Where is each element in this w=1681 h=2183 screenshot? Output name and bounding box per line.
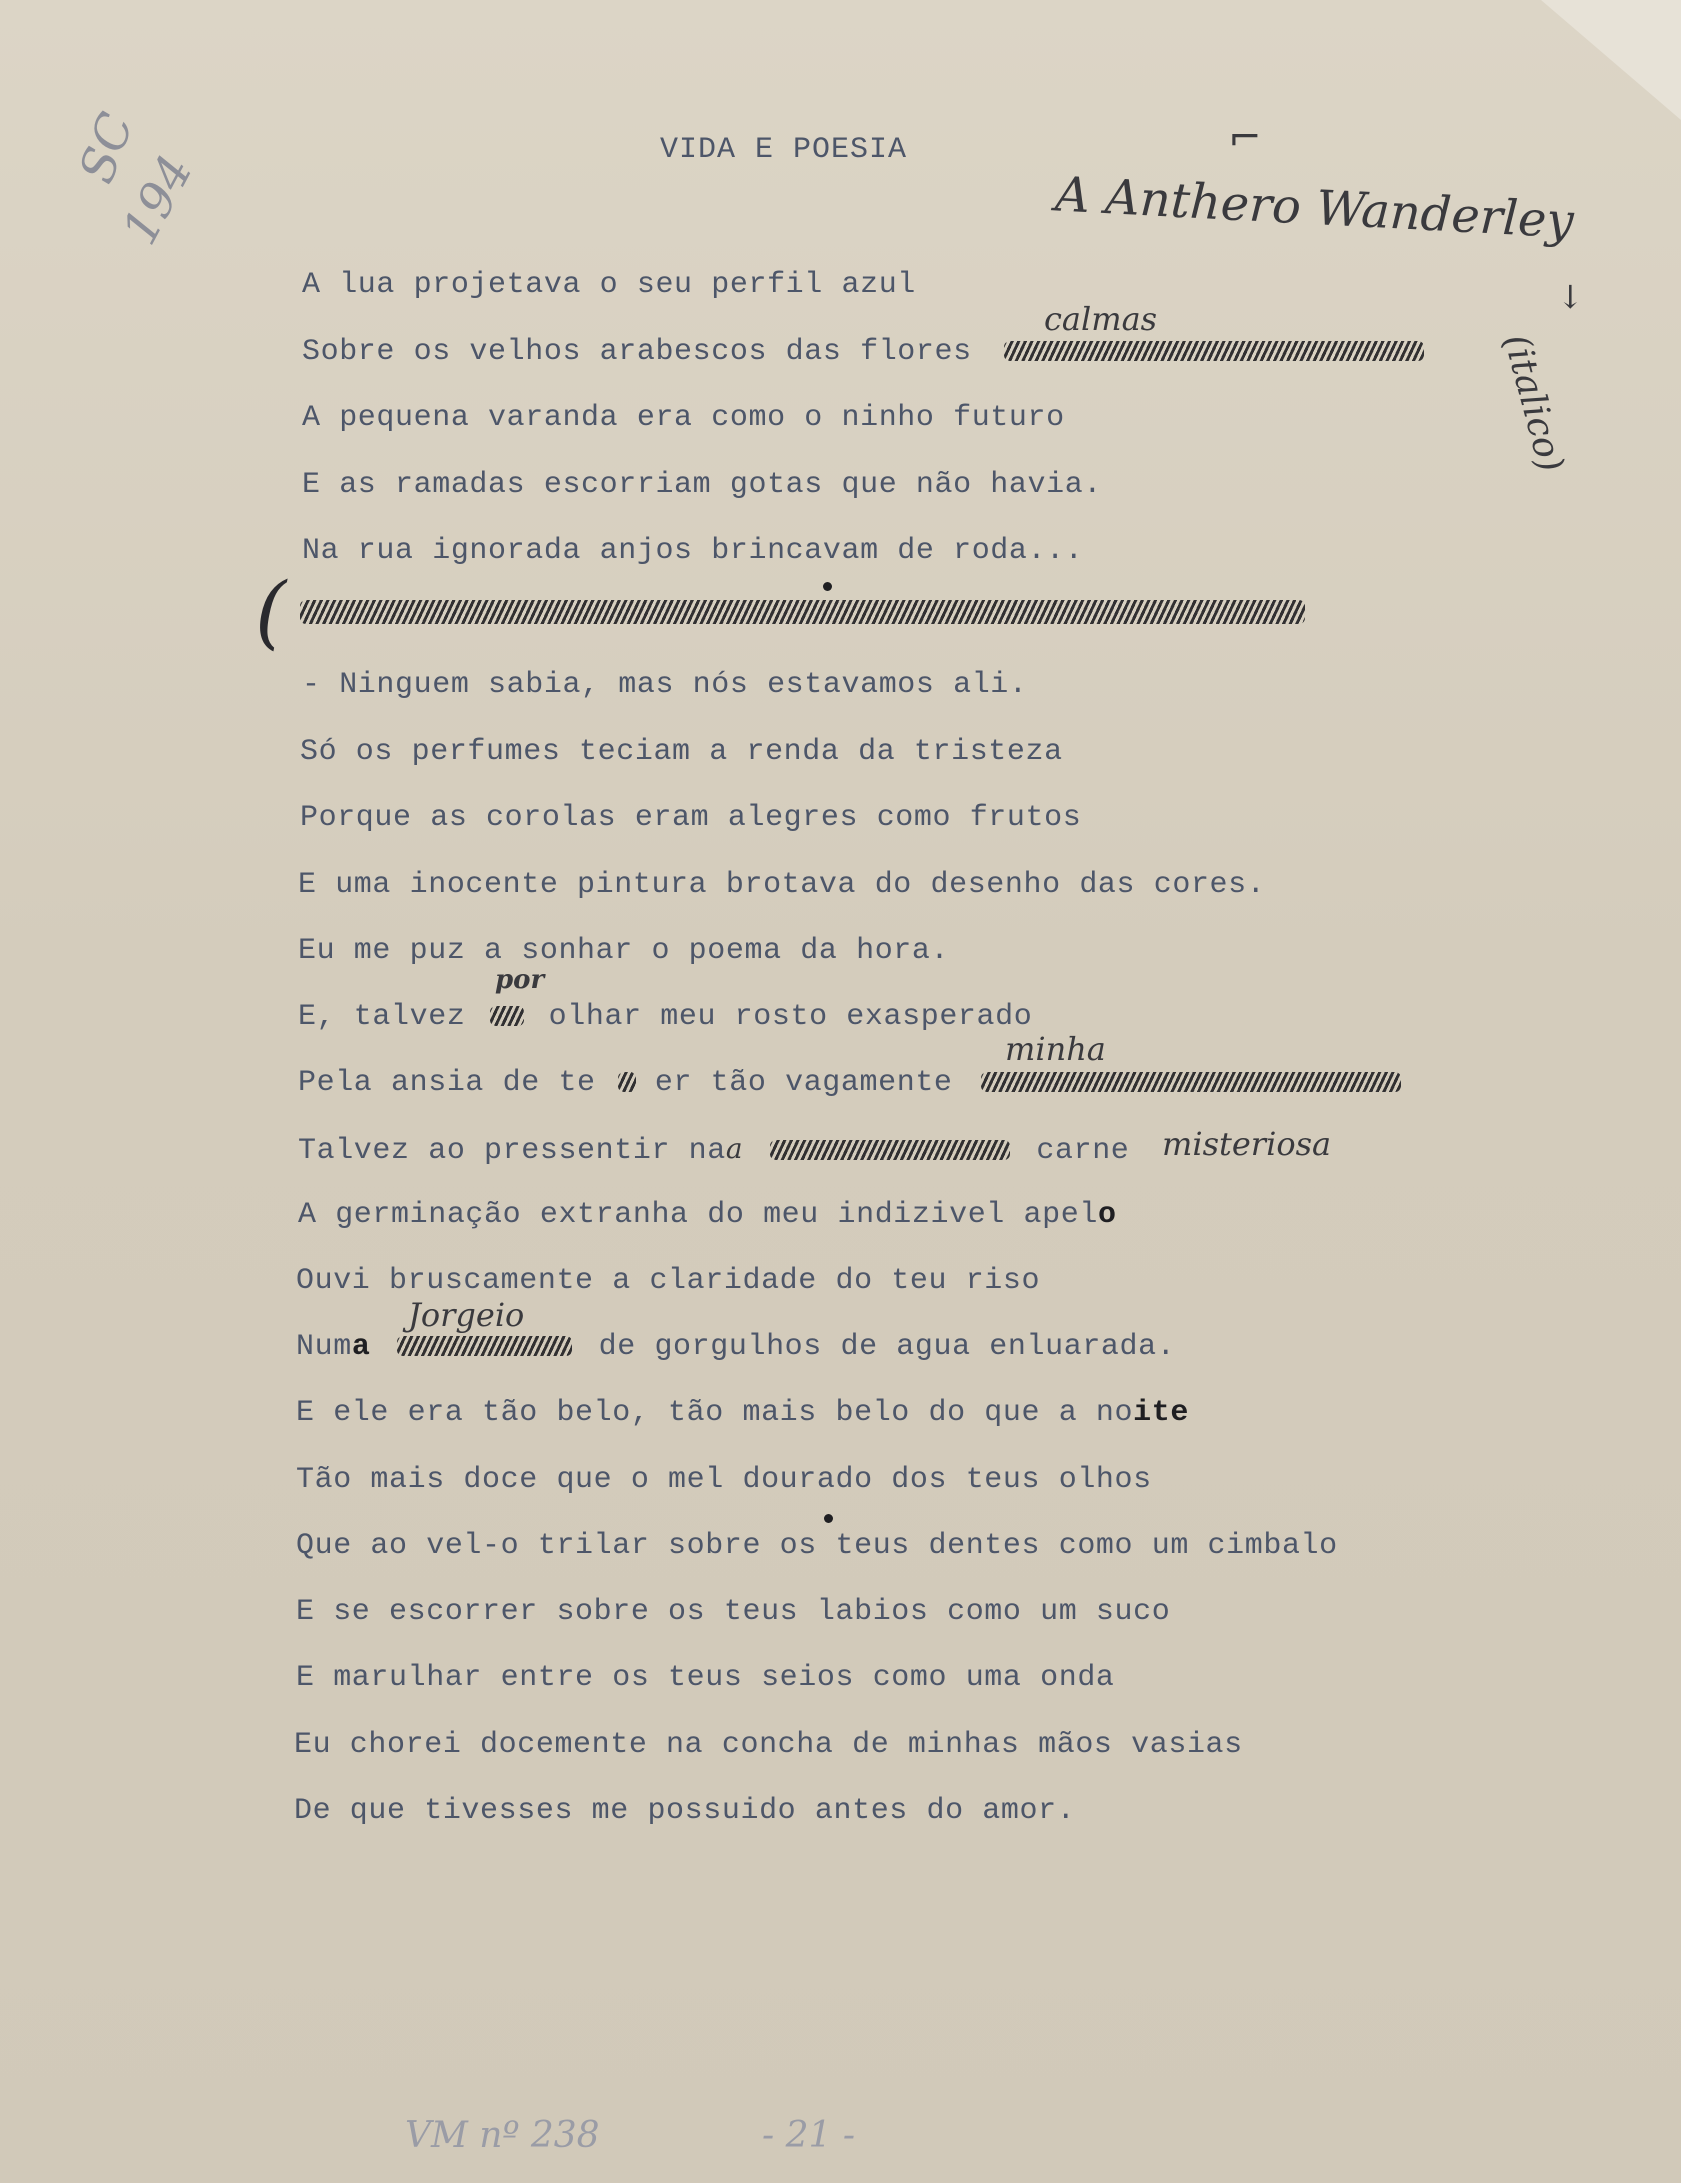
poem-line-17-a: a bbox=[351, 1330, 371, 1364]
poem-line-7: - Ninguem sabia, mas nós estavamos ali. bbox=[302, 668, 1028, 702]
poem-line-12 bbox=[298, 1000, 1032, 1034]
poem-line-15-end: o bbox=[1097, 1198, 1117, 1232]
ink-dot bbox=[823, 582, 832, 591]
poem-line-3: A pequena varanda era como o ninho futuro bbox=[302, 401, 1065, 435]
pencil-note-194: 194 bbox=[111, 146, 205, 254]
struck-line bbox=[300, 600, 1305, 624]
footer-pencil-ref: VM nº 238 bbox=[405, 2115, 600, 2156]
dedication: A Anthero Wanderley bbox=[1053, 166, 1575, 250]
struck-words bbox=[1004, 341, 1424, 361]
poem-line-2 bbox=[302, 335, 1424, 369]
struck-line-scribble bbox=[300, 600, 1305, 624]
poem-line-13 bbox=[298, 1066, 1401, 1100]
struck-words-13 bbox=[981, 1072, 1401, 1092]
struck-word-12 bbox=[490, 1006, 524, 1026]
poem-line-24: De que tivesses me possuido antes do amor. bbox=[294, 1794, 1076, 1828]
poem-line-14-start: Talvez ao pressentir na bbox=[298, 1134, 726, 1168]
struck-words-14 bbox=[770, 1140, 1010, 1160]
italic-note: (italico) bbox=[1495, 330, 1572, 477]
poem-line-19: Tão mais doce que o mel dourado dos teus olhos bbox=[296, 1463, 1152, 1497]
poem-line-8: Só os perfumes teciam a renda da tristeza bbox=[300, 735, 1063, 769]
poem-line-18 bbox=[296, 1396, 1189, 1430]
poem-line-14-carne: carne bbox=[1036, 1134, 1130, 1168]
poem-line-20: Que ao vel-o trilar sobre os teus dentes como um cimbalo bbox=[296, 1529, 1338, 1563]
poem-line-17-end: de gorgulhos de agua enluarada. bbox=[598, 1330, 1176, 1364]
poem-line-1: A lua projetava o seu perfil azul bbox=[302, 268, 916, 302]
poem-line-18-text: E ele era tão belo, tão mais belo do que a no bbox=[296, 1396, 1134, 1430]
correction-por: por bbox=[495, 965, 545, 995]
poem-line-18-end: ite bbox=[1133, 1396, 1189, 1430]
poem-line-13-start: Pela ansia de te bbox=[298, 1066, 596, 1100]
poem-line-15 bbox=[298, 1198, 1117, 1232]
pencil-note-sc: SC bbox=[68, 105, 146, 191]
poem-line-23: Eu chorei docemente na concha de minhas mãos vasias bbox=[294, 1728, 1243, 1762]
margin-bracket: ( bbox=[255, 565, 287, 658]
correction-misteriosa: misteriosa bbox=[1162, 1125, 1332, 1163]
poem-line-10: E uma inocente pintura brotava do desenho das cores. bbox=[298, 868, 1266, 902]
poem-line-17 bbox=[296, 1330, 1175, 1364]
poem-line-5: Na rua ignorada anjos brincavam de roda... bbox=[302, 534, 1084, 568]
poem-line-21: E se escorrer sobre os teus labios como um suco bbox=[296, 1595, 1171, 1629]
poem-line-16: Ouvi bruscamente a claridade do teu riso bbox=[296, 1264, 1041, 1298]
poem-line-2-text: Sobre os velhos arabescos das flores bbox=[302, 335, 972, 369]
correction-minha: minha bbox=[1005, 1030, 1106, 1068]
page-number: - 21 - bbox=[762, 2115, 856, 2156]
struck-letter-13 bbox=[618, 1072, 636, 1092]
arrow-mark: ↓ bbox=[1557, 278, 1584, 316]
correction-jorgeio: Jorgeio bbox=[408, 1296, 525, 1334]
poem-line-9: Porque as corolas eram alegres como frutos bbox=[300, 801, 1082, 835]
poem-line-4: E as ramadas escorriam gotas que não havia. bbox=[302, 468, 1102, 502]
poem-line-12-start: E, talvez bbox=[298, 1000, 466, 1034]
poem-line-13-mid: er tão vagamente bbox=[654, 1066, 953, 1100]
poem-line-17-start: Num bbox=[296, 1330, 352, 1364]
ink-dot-2 bbox=[824, 1514, 833, 1523]
insert-a: a bbox=[725, 1132, 744, 1165]
poem-line-15-text: A germinação extranha do meu indizivel apel bbox=[298, 1198, 1098, 1232]
poem-title: VIDA E POESIA bbox=[660, 133, 908, 167]
correction-calmas: calmas bbox=[1044, 300, 1158, 338]
struck-word-17 bbox=[397, 1336, 572, 1356]
poem-line-14 bbox=[298, 1132, 1129, 1168]
poem-line-22: E marulhar entre os teus seios como uma onda bbox=[296, 1661, 1115, 1695]
folded-corner bbox=[1541, 0, 1681, 120]
caret-mark: ⌐ bbox=[1228, 115, 1262, 161]
poem-line-11: Eu me puz a sonhar o poema da hora. bbox=[298, 934, 950, 968]
poem-line-12-end: olhar meu rosto exasperado bbox=[548, 1000, 1033, 1034]
